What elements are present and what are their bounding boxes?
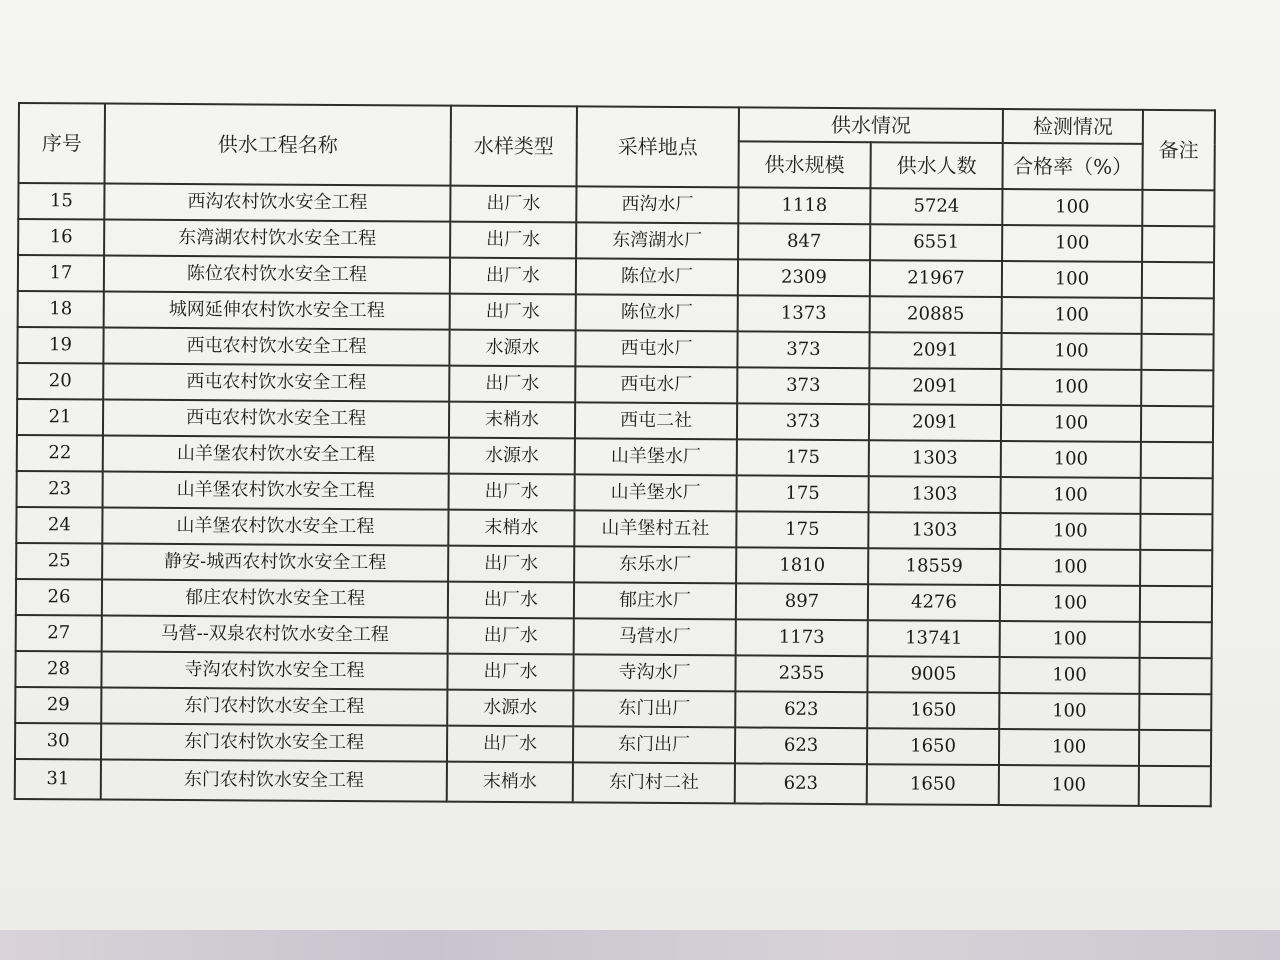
row-index: 23 (17, 471, 103, 508)
row-supply-scale: 2355 (735, 655, 867, 692)
row-sampling-site: 西屯二社 (575, 402, 737, 439)
row-remarks (1139, 730, 1211, 766)
header-remarks: 备注 (1142, 110, 1214, 190)
row-pass-rate: 100 (1002, 225, 1142, 262)
header-project-name: 供水工程名称 (105, 104, 451, 186)
row-pass-rate: 100 (1000, 585, 1140, 622)
row-sample-type: 出厂水 (447, 654, 573, 691)
row-index: 29 (15, 687, 101, 724)
row-index: 27 (16, 615, 102, 652)
row-sample-type: 出厂水 (450, 258, 576, 295)
row-sampling-site: 郁庄水厂 (574, 582, 736, 619)
row-supply-people: 18559 (868, 548, 1000, 585)
row-sampling-site: 西沟水厂 (576, 186, 738, 223)
row-pass-rate: 100 (999, 657, 1139, 694)
row-supply-scale: 897 (736, 583, 868, 620)
row-sampling-site: 东湾湖水厂 (576, 222, 738, 259)
row-supply-people: 5724 (870, 188, 1002, 225)
row-index: 24 (16, 507, 102, 544)
row-sample-type: 末梢水 (449, 402, 575, 439)
header-supply-people: 供水人数 (870, 142, 1002, 189)
row-supply-scale: 1118 (738, 187, 870, 224)
row-remarks (1142, 298, 1214, 334)
row-remarks (1141, 370, 1213, 406)
row-index: 21 (17, 399, 103, 436)
row-pass-rate: 100 (1002, 297, 1142, 334)
row-project-name: 山羊堡农村饮水安全工程 (102, 508, 448, 546)
row-remarks (1140, 586, 1212, 622)
row-sample-type: 出厂水 (450, 222, 576, 259)
row-pass-rate: 100 (1001, 369, 1141, 406)
row-remarks (1140, 622, 1212, 658)
row-sampling-site: 山羊堡村五社 (574, 510, 736, 547)
row-sample-type: 出厂水 (448, 618, 574, 655)
row-sample-type: 末梢水 (448, 510, 574, 547)
row-supply-scale: 373 (737, 331, 869, 368)
row-index: 20 (17, 363, 103, 400)
row-project-name: 陈位农村饮水安全工程 (104, 256, 450, 294)
row-supply-people: 20885 (870, 296, 1002, 333)
row-project-name: 西屯农村饮水安全工程 (103, 400, 449, 438)
row-sample-type: 出厂水 (450, 294, 576, 331)
row-remarks (1142, 262, 1214, 298)
row-sampling-site: 西屯水厂 (575, 366, 737, 403)
row-supply-scale: 175 (736, 511, 868, 548)
row-project-name: 东湾湖农村饮水安全工程 (104, 220, 450, 258)
row-project-name: 西沟农村饮水安全工程 (104, 184, 450, 222)
row-sampling-site: 山羊堡水厂 (575, 438, 737, 475)
row-pass-rate: 100 (1000, 621, 1140, 658)
row-index: 22 (17, 435, 103, 472)
row-sampling-site: 东门村二社 (573, 762, 735, 803)
row-pass-rate: 100 (1002, 261, 1142, 298)
row-index: 15 (18, 183, 104, 220)
row-project-name: 西屯农村饮水安全工程 (103, 328, 449, 366)
row-remarks (1139, 766, 1211, 806)
row-supply-scale: 373 (737, 403, 869, 440)
row-sampling-site: 马营水厂 (574, 618, 736, 655)
row-supply-people: 2091 (869, 368, 1001, 405)
row-pass-rate: 100 (1001, 477, 1141, 514)
row-project-name: 东门农村饮水安全工程 (101, 688, 447, 726)
row-pass-rate: 100 (1001, 441, 1141, 478)
header-index: 序号 (19, 103, 105, 184)
row-index: 16 (18, 219, 104, 256)
header-sample-type: 水样类型 (450, 106, 576, 187)
row-supply-scale: 847 (738, 223, 870, 260)
header-inspection-group: 检测情况 (1003, 109, 1143, 144)
row-project-name: 城网延伸农村饮水安全工程 (104, 292, 450, 330)
row-remarks (1140, 514, 1212, 550)
water-quality-table (14, 102, 1216, 807)
row-remarks (1142, 190, 1214, 226)
row-supply-people: 2091 (869, 404, 1001, 441)
row-supply-people: 13741 (868, 620, 1000, 657)
row-sampling-site: 东门出厂 (573, 690, 735, 727)
row-index: 19 (17, 327, 103, 364)
header-supply-group: 供水情况 (739, 107, 1003, 143)
row-project-name: 郁庄农村饮水安全工程 (102, 580, 448, 618)
row-supply-scale: 2309 (738, 259, 870, 296)
row-remarks (1139, 694, 1211, 730)
table-row (15, 759, 1211, 806)
row-sampling-site: 陈位水厂 (576, 258, 738, 295)
row-index: 17 (18, 255, 104, 292)
background-surface (0, 930, 1280, 960)
table-header (19, 103, 1215, 190)
row-supply-scale: 1173 (736, 619, 868, 656)
row-sample-type: 水源水 (449, 438, 575, 475)
row-remarks (1142, 226, 1214, 262)
row-index: 28 (15, 651, 101, 688)
row-supply-people: 1303 (869, 476, 1001, 513)
row-sample-type: 末梢水 (447, 762, 573, 803)
row-pass-rate: 100 (1002, 189, 1142, 226)
row-project-name: 东门农村饮水安全工程 (101, 760, 447, 802)
row-remarks (1140, 550, 1212, 586)
row-sampling-site: 陈位水厂 (576, 294, 738, 331)
row-supply-scale: 623 (735, 727, 867, 764)
row-supply-people: 1303 (868, 512, 1000, 549)
row-sampling-site: 西屯水厂 (575, 330, 737, 367)
row-sample-type: 出厂水 (449, 474, 575, 511)
header-sampling-site: 采样地点 (576, 106, 738, 187)
header-row-top (19, 103, 1215, 144)
row-sample-type: 出厂水 (449, 366, 575, 403)
row-supply-scale: 373 (737, 367, 869, 404)
row-supply-people: 6551 (870, 224, 1002, 261)
row-pass-rate: 100 (1000, 549, 1140, 586)
row-supply-people: 9005 (867, 656, 999, 693)
row-sample-type: 水源水 (449, 330, 575, 367)
row-remarks (1141, 406, 1213, 442)
row-project-name: 山羊堡农村饮水安全工程 (103, 472, 449, 510)
row-supply-scale: 623 (735, 763, 867, 804)
row-sample-type: 水源水 (447, 690, 573, 727)
row-project-name: 山羊堡农村饮水安全工程 (103, 436, 449, 474)
row-sampling-site: 山羊堡水厂 (575, 474, 737, 511)
row-remarks (1141, 478, 1213, 514)
row-supply-scale: 623 (735, 691, 867, 728)
row-index: 26 (16, 579, 102, 616)
row-supply-people: 2091 (869, 332, 1001, 369)
row-pass-rate: 100 (999, 765, 1139, 806)
row-project-name: 静安-城西农村饮水安全工程 (102, 544, 448, 582)
row-sampling-site: 寺沟水厂 (573, 654, 735, 691)
row-remarks (1141, 442, 1213, 478)
row-index: 25 (16, 543, 102, 580)
row-sample-type: 出厂水 (448, 582, 574, 619)
row-sample-type: 出厂水 (448, 546, 574, 583)
row-project-name: 寺沟农村饮水安全工程 (101, 652, 447, 690)
row-supply-scale: 175 (737, 439, 869, 476)
row-supply-scale: 175 (737, 475, 869, 512)
row-pass-rate: 100 (999, 729, 1139, 766)
row-sample-type: 出厂水 (450, 186, 576, 223)
row-project-name: 马营--双泉农村饮水安全工程 (102, 616, 448, 654)
header-supply-scale: 供水规模 (738, 141, 870, 188)
row-supply-scale: 1810 (736, 547, 868, 584)
row-supply-people: 1650 (867, 764, 999, 805)
row-index: 18 (18, 291, 104, 328)
row-pass-rate: 100 (1001, 405, 1141, 442)
row-index: 30 (15, 723, 101, 760)
row-remarks (1141, 334, 1213, 370)
row-supply-people: 1650 (867, 728, 999, 765)
row-sampling-site: 东乐水厂 (574, 546, 736, 583)
row-supply-people: 21967 (870, 260, 1002, 297)
row-project-name: 东门农村饮水安全工程 (101, 724, 447, 762)
row-sample-type: 出厂水 (447, 726, 573, 763)
row-remarks (1139, 658, 1211, 694)
table-body (15, 183, 1215, 806)
row-project-name: 西屯农村饮水安全工程 (103, 364, 449, 402)
row-pass-rate: 100 (1000, 513, 1140, 550)
row-pass-rate: 100 (999, 693, 1139, 730)
row-index: 31 (15, 759, 101, 800)
row-sampling-site: 东门出厂 (573, 726, 735, 763)
header-pass-rate: 合格率（%） (1002, 143, 1142, 190)
row-pass-rate: 100 (1001, 333, 1141, 370)
row-supply-people: 1650 (867, 692, 999, 729)
row-supply-scale: 1373 (738, 295, 870, 332)
row-supply-people: 4276 (868, 584, 1000, 621)
row-supply-people: 1303 (869, 440, 1001, 477)
